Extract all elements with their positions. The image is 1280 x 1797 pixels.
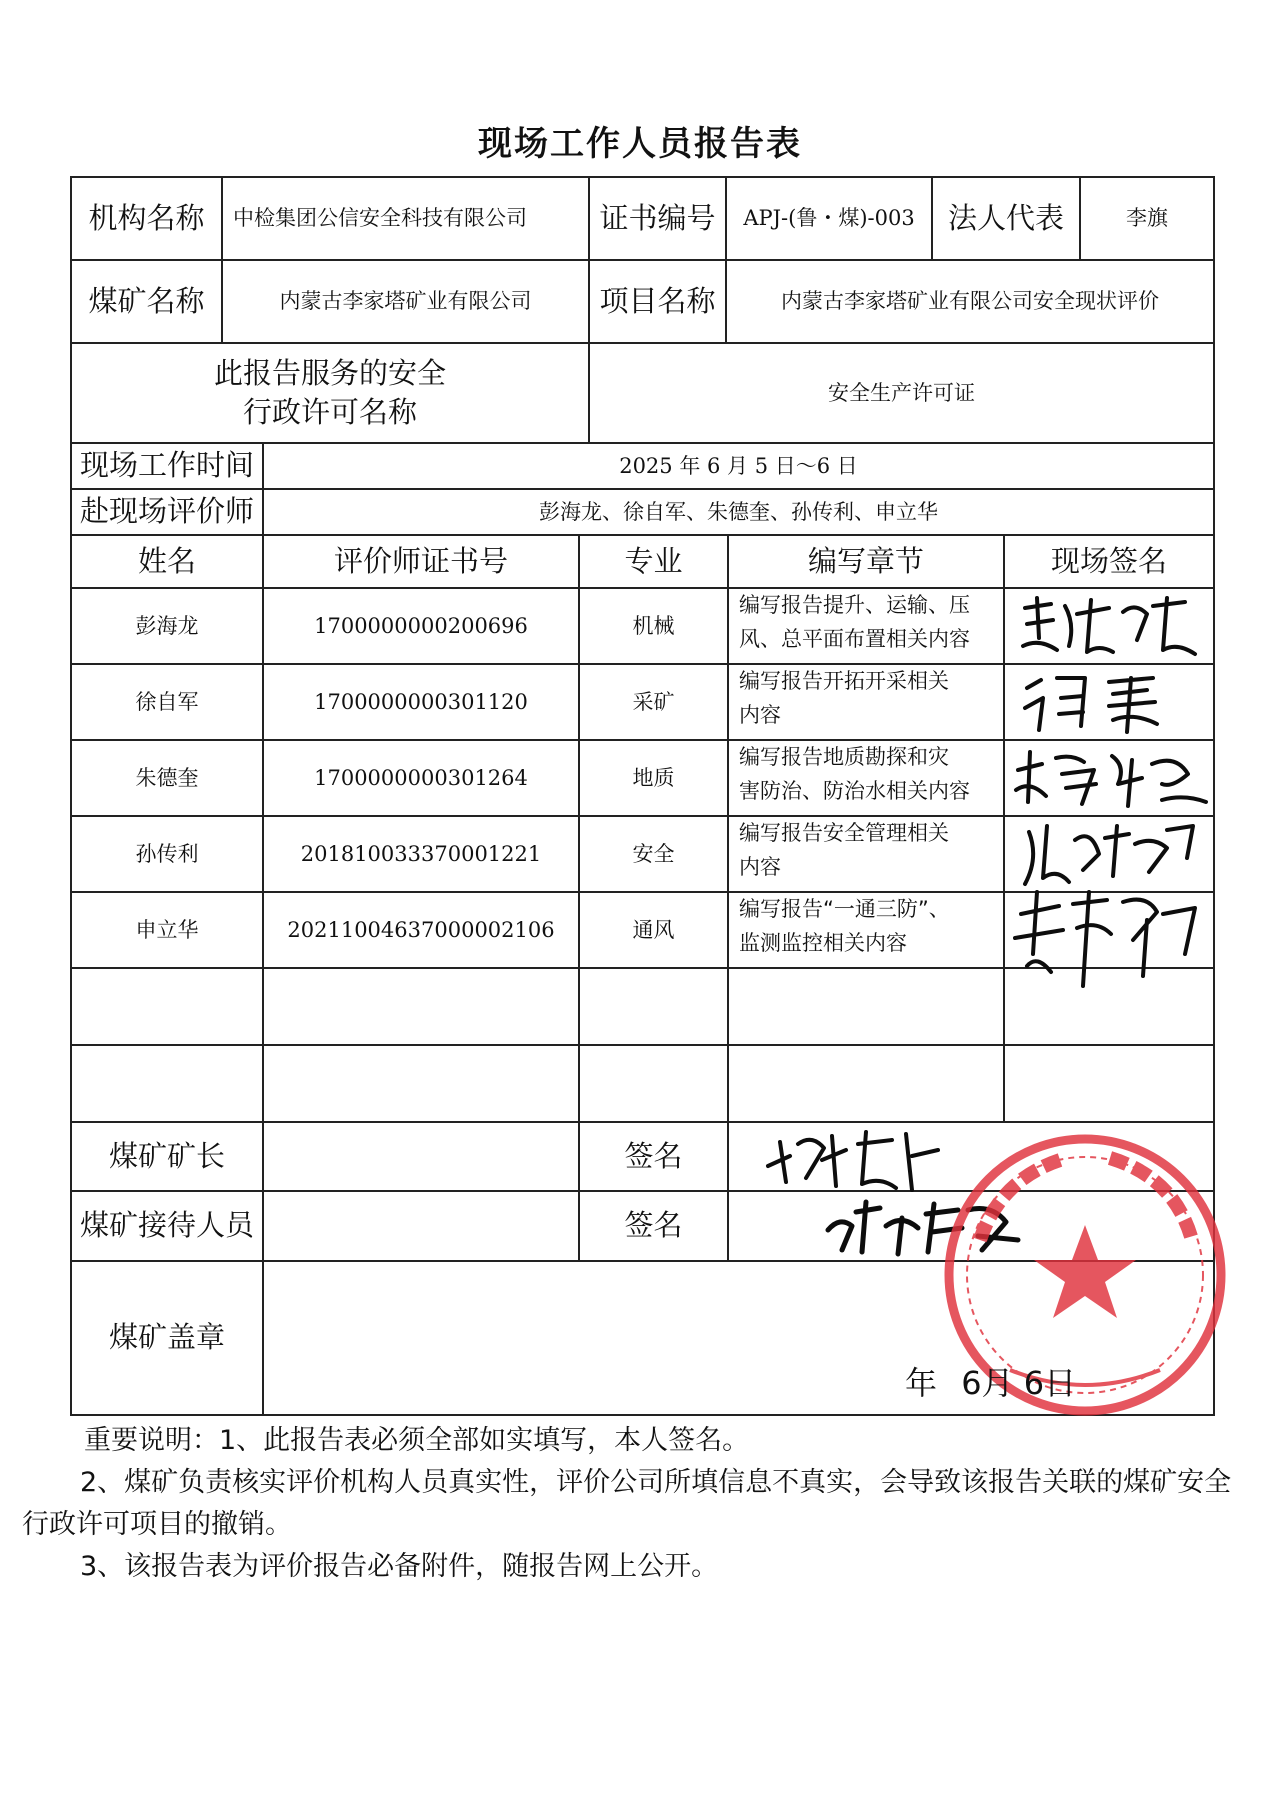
org-name-value: 中检集团公信安全科技有限公司 (233, 206, 527, 231)
note-line: 2、煤矿负责核实评价机构人员真实性，评价公司所填信息不真实，会导致该报告关联的煤矿安全行政许可项目的撤销。 (22, 1466, 1232, 1540)
table-row-chapters (729, 589, 1003, 663)
chapter-line: 内容 (739, 702, 781, 727)
chapter-line: 内容 (739, 854, 781, 879)
project-name-label: 项目名称 (599, 283, 716, 318)
table-row-major: 采矿 (632, 689, 675, 714)
table-row-chapters (729, 665, 1003, 739)
stamp-date (905, 1358, 1076, 1404)
col-major: 专业 (624, 543, 683, 578)
chapter-line: 编写报告“一通三防”、 (739, 897, 950, 921)
table-row-major: 通风 (632, 917, 675, 942)
chapter-line: 风、总平面布置相关内容 (739, 626, 970, 651)
onsite-time-label: 现场工作时间 (79, 448, 254, 483)
table-row-cert-no: 1700000000301120 (314, 689, 528, 714)
table-row-chapters (729, 741, 1003, 815)
table-row-name: 彭海龙 (135, 613, 199, 638)
table-row-name: 朱德奎 (135, 765, 199, 790)
org-name-label: 机构名称 (88, 200, 205, 235)
cert-no-label: 证书编号 (599, 200, 716, 235)
col-cert-no: 评价师证书号 (333, 543, 508, 578)
note-line: 3、该报告表为评价报告必备附件，随报告网上公开。 (80, 1550, 719, 1582)
notes-section (22, 1420, 1250, 1587)
table-row-chapters (729, 817, 1003, 891)
mine-name-value: 内蒙古李家塔矿业有限公司 (279, 289, 532, 314)
chapter-line: 编写报告提升、运输、压 (739, 593, 970, 617)
table-row-chapters (729, 893, 1003, 967)
onsite-time-value: 2025 年 6 月 5 日～6 日 (619, 453, 858, 478)
stamp-date-day: 6日 (1023, 1364, 1077, 1402)
signature-image (1017, 818, 1207, 890)
signature-image (1007, 884, 1207, 994)
director-sign-label: 签名 (624, 1138, 683, 1173)
permit-name-label (72, 344, 588, 442)
table-row-cert-no: 1700000000301264 (314, 765, 528, 790)
chapter-line: 编写报告地质勘探和灾 (739, 745, 949, 769)
assessors-label: 赴现场评价师 (79, 494, 254, 529)
permit-label-line2: 行政许可名称 (242, 395, 417, 429)
permit-name-value: 安全生产许可证 (828, 380, 975, 405)
col-signature: 现场签名 (1050, 543, 1167, 578)
chapter-line: 监测监控相关内容 (739, 930, 907, 955)
signature-image (762, 1126, 962, 1192)
chapter-line: 害防治、防治水相关内容 (739, 778, 970, 803)
legal-rep-value: 李旗 (1126, 206, 1168, 231)
table-row-name: 孙传利 (135, 841, 199, 866)
assessors-value: 彭海龙、徐自军、朱德奎、孙传利、申立华 (539, 499, 938, 524)
table-row-cert-no: 1700000000200696 (314, 613, 528, 638)
mine-reception-label: 煤矿接待人员 (79, 1208, 254, 1243)
table-row-major: 安全 (632, 841, 675, 866)
signature-image (1012, 744, 1212, 814)
table-row-name: 申立华 (135, 917, 199, 942)
reception-sign-label: 签名 (624, 1208, 683, 1243)
col-name: 姓名 (137, 543, 196, 578)
note-line: 重要说明：1、此报告表必须全部如实填写，本人签名。 (84, 1425, 750, 1456)
permit-label-line1: 此报告服务的安全 (213, 355, 446, 390)
signature-image (1017, 594, 1207, 660)
table-row-major: 地质 (632, 765, 675, 790)
chapter-line: 编写报告安全管理相关 (739, 821, 949, 845)
table-row-name: 徐自军 (135, 689, 199, 714)
mine-name-label: 煤矿名称 (88, 283, 205, 318)
mine-seal-label: 煤矿盖章 (108, 1320, 225, 1355)
page-title: 现场工作人员报告表 (478, 124, 802, 164)
cert-no-value: APJ-(鲁・煤)-003 (743, 206, 915, 231)
col-chapters: 编写章节 (807, 543, 924, 578)
signature-image (1017, 668, 1207, 736)
table-row-major: 机械 (632, 613, 675, 638)
table-row-cert-no: 20211004637000002106 (287, 917, 555, 942)
legal-rep-label: 法人代表 (947, 200, 1064, 235)
project-name-value: 内蒙古李家塔矿业有限公司安全现状评价 (781, 289, 1159, 314)
mine-director-label: 煤矿矿长 (108, 1138, 225, 1173)
stamp-date-year: 年 (905, 1364, 938, 1402)
table-row-cert-no: 201810033370001221 (300, 841, 542, 866)
stamp-date-month: 6月 (961, 1364, 1014, 1402)
chapter-line: 编写报告开拓开采相关 (739, 669, 949, 693)
